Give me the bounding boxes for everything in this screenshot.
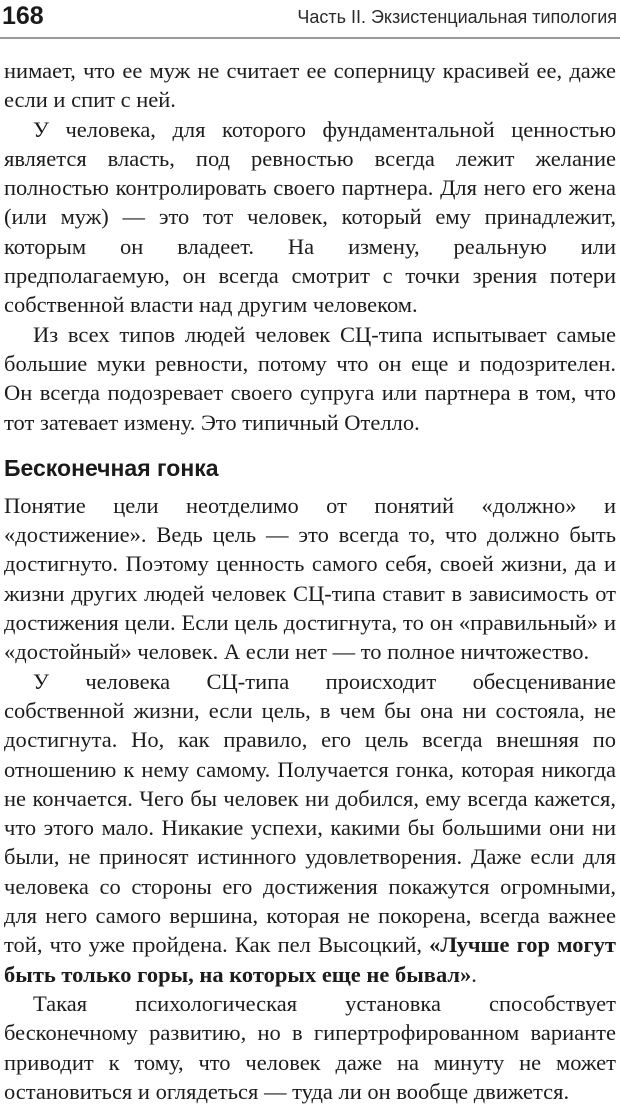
- page-number: 168: [2, 2, 44, 30]
- paragraph-end: .: [471, 961, 477, 987]
- paragraph: Понятие цели неотделимо от понятий «должно» и «достижение». Ведь цель — это всегда то, что должно быть достигнуто. Поэтому ценность самого себя, своей жизни, да и жизни других людей человек СЦ-типа ставит в зависимость от достижения цели. Если цель достигнута, то он «правильный» и «достойный» человек. А если нет — то полное ничтожество.: [4, 492, 616, 665]
- paragraph: Такая психологическая установка способствует бесконечному развитию, но в гипертрофированном варианте приводит к тому, что человек даже на минуту не может остановиться и оглядеться — туда ли он вообще движется.: [4, 990, 616, 1104]
- vysotsky-quote: «Лучше гор могут быть только горы, на которых еще не бывал»: [4, 932, 616, 987]
- paragraph: У человека, для которого фундаментальной ценностью является власть, под ревностью всегда лежит желание полностью контролировать своего партнера. Для него его жена (или муж) — это тот человек, который ему принадлежит, которым он владеет. На измену, реальную или предполагаемую, он всегда смотрит с точки зрения потери собственной власти над другим человеком.: [4, 116, 616, 318]
- page-body: [4, 56, 616, 1106]
- paragraph-with-quote: [4, 667, 616, 989]
- paragraph-text: У человека СЦ-типа происходит обесценивание собственной жизни, если цель, в чем бы она ни состояла, не достигнута. Но, как правило, его цель всегда внешняя по отношению к нему самому. Получается гонка, которая никогда не кончается. Чего бы человек ни добился, ему всегда кажется, что этого мало. Никакие успехи, какими бы большими они ни были, не приносят истинного удовлетворения. Даже если для человека со стороны его достижения покажутся огромными, для него самого вершина, которая не покорена, всегда важнее той, что уже пройдена. Как пел Высоцкий,: [4, 668, 616, 958]
- paragraph-continued: нимает, что ее муж не считает ее соперницу красивей ее, даже если и спит с ней.: [4, 58, 616, 113]
- paragraph: Из всех типов людей человек СЦ-типа испытывает самые большие муки ревности, потому что он еще и подозрителен. Он всегда подозревает своего супруга или партнера в том, что тот затевает измену. Это типичный Отелло.: [4, 321, 616, 435]
- section-heading: Бесконечная гонка: [4, 454, 219, 481]
- page-header: [0, 0, 620, 44]
- header-rule: [0, 37, 620, 39]
- running-head: Часть II. Экзистенциальная типология: [297, 7, 617, 27]
